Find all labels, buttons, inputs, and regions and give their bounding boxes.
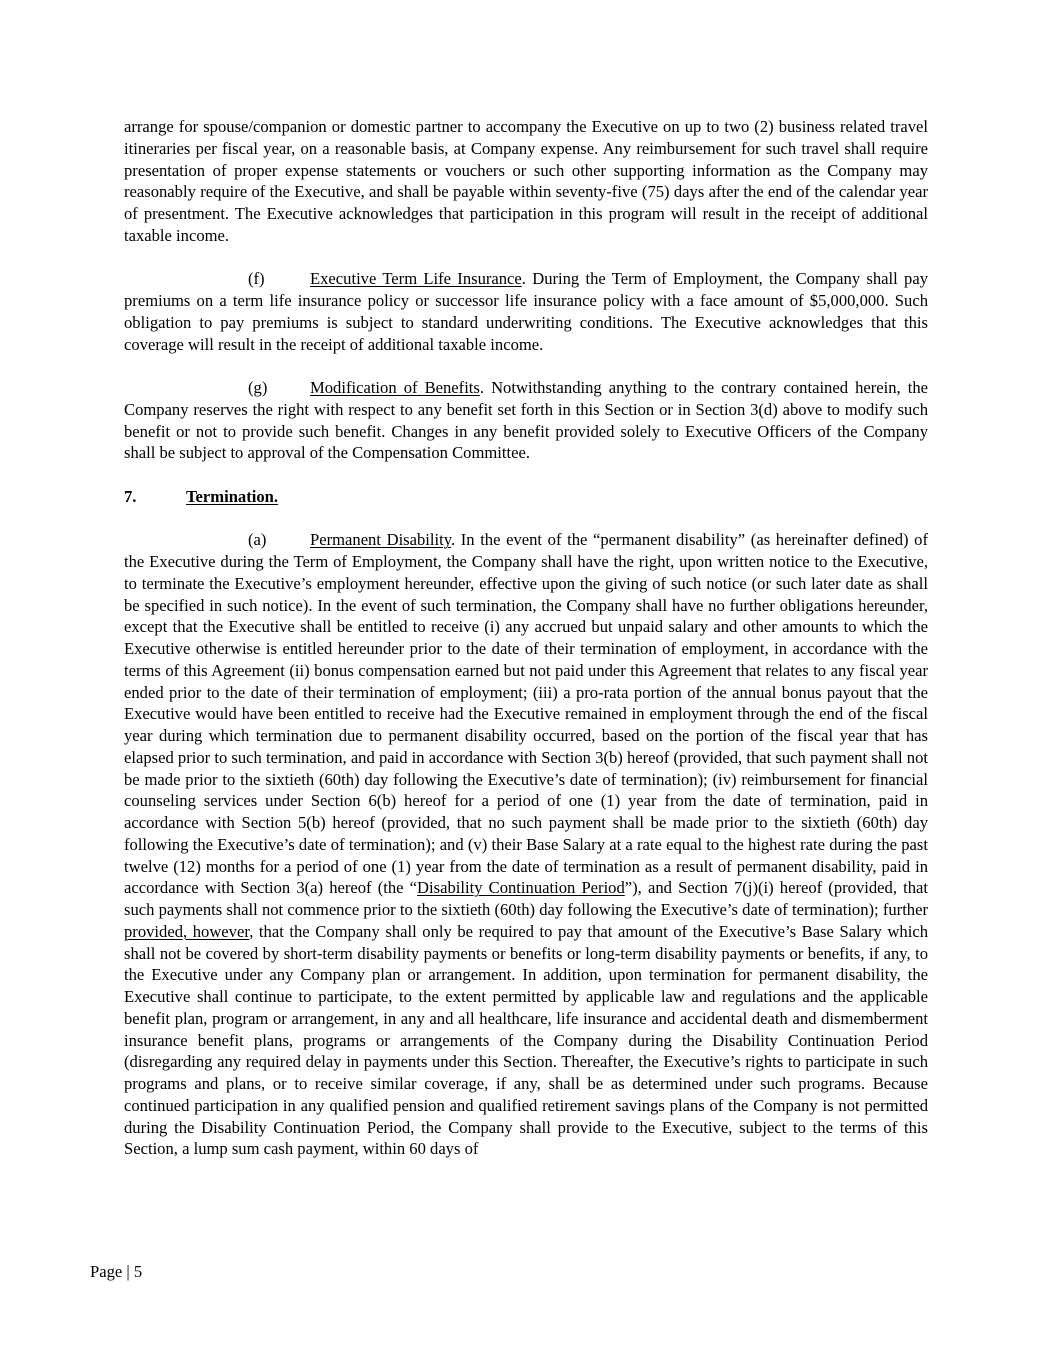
section-7-number: 7. — [124, 486, 137, 506]
defined-term-disability-continuation-period: Disability Continuation Period — [417, 878, 625, 898]
paragraph-7a — [124, 529, 928, 1160]
section-7-title: Termination. — [186, 486, 279, 506]
section-7-heading — [124, 486, 928, 508]
paragraph-6g-text: . Notwithstanding anything to the contrary contained herein, the Company reserves the right with respect to any benefit set forth in this Section or in Section 3(d) above to modify such benefit or not to provide such benefit. Changes in any benefit provided solely to Executive Officers of the Company shall be subject to approval of the Compensation Committee. — [124, 378, 928, 463]
paragraph-spacer — [124, 508, 928, 530]
paragraph-6g-label: (g) — [248, 378, 268, 397]
paragraph-6e-continued: arrange for spouse/companion or domestic partner to accompany the Executive on up to two (2) business related travel itineraries per fiscal year, on a reasonable basis, at Company expense. Any reimbursement for such travel shall require presentation of proper expense statements or vouchers or such other supporting information as the Company may reasonably require of the Executive, and shall be payable within seventy-five (75) days after the end of the calendar year of presentment. The Executive acknowledges that participation in this program will result in the receipt of additional taxable income. — [124, 117, 928, 245]
paragraph-spacer — [124, 247, 928, 269]
paragraph-7a-text-1: . In the event of the “permanent disability” (as hereinafter defined) of the Executive during the Term of Employment, the Company shall have the right, upon written notice to the Executive, to terminate the Executive’s employment hereunder, effective upon the giving of such notice (or such later date as shall be specified in such notice). In the event of such termination, the Company shall have no further obligations hereunder, except that the Executive shall be entitled to receive (i) any accrued but unpaid salary and other amounts to which the Executive otherwise is entitled hereunder prior to the date of their termination of employment, in accordance with the terms of this Agreement (ii) bonus compensation earned but not paid under this Agreement that relates to any fiscal year ended prior to the date of their termination of employment; (iii) a pro-rata portion of the annual bonus payout that the Executive would have been entitled to receive had the Executive remained in employment through the end of the fiscal year during which termination due to permanent disability occurred, based on the portion of the fiscal year that has elapsed prior to such termination, and paid in accordance with Section 3(b) hereof (provided, that such payment shall not be made prior to the sixtieth (60th) day following the Executive’s date of termination); (iv) reimbursement for financial counseling services under Section 6(b) hereof for a period of one (1) year from the date of termination, paid in accordance with Section 5(b) hereof (provided, that no such payment shall be made prior to the sixtieth (60th) day following the Executive’s date of termination); and (v) their Base Salary at a rate equal to the highest rate during the past twelve (12) months for a period of one (1) year from the date of termination as a result of permanent disability, paid in accordance with Section 3(a) hereof (the “ — [124, 530, 928, 898]
paragraph-6f-text: . During the Term of Employment, the Company shall pay premiums on a term life insurance policy or successor life insurance policy with a face amount of $5,000,000. Such obligation to pay premiums is subject to standard underwriting conditions. The Executive acknowledges that this coverage will result in the receipt of additional taxable income. — [124, 269, 928, 354]
proviso-provided-however: provided, however — [124, 921, 250, 941]
document-page — [124, 116, 928, 1160]
paragraph-spacer — [124, 355, 928, 377]
page-number-footer: Page | 5 — [90, 1262, 143, 1281]
paragraph-6g-title: Modification of Benefits — [310, 378, 480, 397]
paragraph-6f — [124, 268, 928, 355]
paragraph-7a-text-3: , that the Company shall only be required to pay that amount of the Executive’s Base Salary which shall not be covered by short-term disability payments or benefits or long-term disability payments or benefits, if any, to the Executive under any Company plan or arrangement. In addition, upon termination for permanent disability, the Executive shall continue to participate, to the extent permitted by applicable law and regulations and the applicable benefit plan, program or arrangement, in any and all healthcare, life insurance and accidental death and dismemberment insurance benefit plans, programs or arrangements of the Company during the Disability Continuation Period (disregarding any required delay in payments under this Section. Thereafter, the Executive’s rights to participate in such programs and plans, or to receive similar coverage, if any, shall be as determined under such programs. Because continued participation in any qualified pension and qualified retirement savings plans of the Company is not permitted during the Disability Continuation Period, the Company shall provide to the Executive, subject to the terms of this Section, a lump sum cash payment, within 60 days of — [124, 921, 928, 1159]
paragraph-7a-title: Permanent Disability — [310, 530, 451, 550]
paragraph-6f-label: (f) — [248, 269, 265, 289]
paragraph-6f-title: Executive Term Life Insurance — [310, 269, 522, 289]
paragraph-7a-text-2: ”), and Section 7(j)(i) hereof (provided, that such payments shall not commence prior to the sixtieth (60th) day following the Executive’s date of termination); further — [124, 878, 928, 919]
paragraph-spacer — [124, 464, 928, 486]
paragraph-6g — [124, 377, 928, 464]
paragraph-7a-label: (a) — [248, 530, 267, 550]
